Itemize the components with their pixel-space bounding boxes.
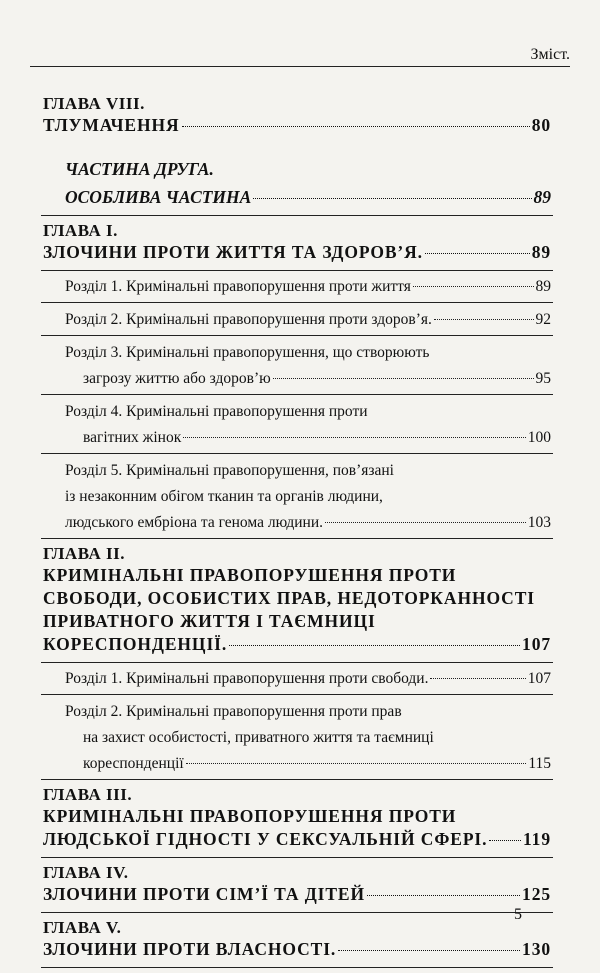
section-title-cont: загрозу життю або здоров’ю (83, 370, 271, 387)
chapter-8-title: ТЛУМАЧЕННЯ (43, 115, 180, 135)
section-title-cont: на захист особистості, приватного життя та таємниці (83, 729, 434, 746)
dot-leader (338, 950, 520, 951)
section-rule (41, 779, 553, 780)
chapter-5-page: 130 (522, 939, 551, 959)
ch1-section-1[interactable] (43, 276, 551, 298)
dot-leader (425, 253, 530, 254)
part-2-page: 89 (533, 187, 551, 207)
section-title: Розділ 2. Кримінальні правопорушення проти здоров’я. (65, 311, 432, 328)
section-title: Розділ 2. Кримінальні правопорушення проти прав (65, 703, 402, 720)
chapter-2-title-l4: КОРЕСПОНДЕНЦІЇ. (43, 634, 228, 654)
dot-leader (413, 286, 534, 287)
part-2-entry[interactable] (43, 185, 551, 209)
dot-leader (253, 198, 531, 199)
section-page: 100 (527, 429, 551, 446)
dot-leader (367, 895, 520, 896)
chapter-2-title-l1: КРИМІНАЛЬНІ ПРАВОПОРУШЕННЯ ПРОТИ (43, 565, 457, 585)
section-rule (41, 538, 553, 539)
section-title-cont: із незаконним обігом тканин та органів людини, (65, 488, 383, 505)
section-title: Розділ 5. Кримінальні правопорушення, пов’язані (65, 462, 394, 479)
chapter-1-page: 89 (531, 242, 551, 262)
section-title-cont: кореспонденції (83, 755, 184, 772)
dot-leader (325, 522, 526, 523)
section-page: 103 (527, 514, 551, 531)
section-title-cont: людського ембріона та генома людини. (65, 514, 324, 531)
chapter-8-label: ГЛАВА VIII. (43, 94, 145, 113)
ch1-section-3[interactable] (43, 342, 551, 390)
chapter-2-page: 107 (522, 634, 551, 654)
section-rule (41, 857, 553, 858)
chapter-8-page: 80 (531, 115, 551, 135)
section-title: Розділ 1. Кримінальні правопорушення проти свободи. (65, 670, 429, 687)
section-rule (41, 694, 553, 695)
section-rule (41, 215, 553, 216)
ch1-section-5[interactable] (43, 460, 551, 534)
section-page: 95 (535, 370, 551, 387)
chapter-2-title-l3: ПРИВАТНОГО ЖИТТЯ І ТАЄМНИЦІ (43, 611, 376, 631)
chapter-1-entry[interactable] (43, 241, 551, 264)
dot-leader (186, 763, 527, 764)
chapter-2-title-l2: СВОБОДИ, ОСОБИСТИХ ПРАВ, НЕДОТОРКАННОСТІ (43, 588, 536, 608)
part-2-line1: ЧАСТИНА ДРУГА. (65, 159, 214, 179)
part-2-title: ОСОБЛИВА ЧАСТИНА (65, 187, 252, 207)
section-rule (41, 912, 553, 913)
section-page: 115 (528, 755, 551, 772)
section-rule (41, 662, 553, 663)
section-rule (41, 270, 553, 271)
dot-leader (489, 840, 521, 841)
section-title: Розділ 4. Кримінальні правопорушення проти (65, 403, 368, 420)
section-page: 92 (535, 311, 551, 328)
dot-leader (273, 378, 534, 379)
chapter-8-entry[interactable] (43, 114, 551, 137)
ch1-section-2[interactable] (43, 309, 551, 331)
chapter-1-label: ГЛАВА І. (43, 221, 118, 240)
section-rule (41, 302, 553, 303)
chapter-4-title: ЗЛОЧИНИ ПРОТИ СІМ’Ї ТА ДІТЕЙ (43, 884, 366, 904)
section-page: 89 (535, 278, 551, 295)
ch2-section-1[interactable] (43, 668, 551, 690)
section-rule (41, 394, 553, 395)
section-title: Розділ 3. Кримінальні правопорушення, що створюють (65, 344, 430, 361)
section-rule (41, 967, 553, 968)
chapter-3-page: 119 (523, 829, 551, 849)
chapter-3-entry[interactable] (43, 828, 551, 851)
chapter-3-label: ГЛАВА ІІІ. (43, 785, 133, 804)
chapter-1-title: ЗЛОЧИНИ ПРОТИ ЖИТТЯ ТА ЗДОРОВ’Я. (43, 242, 423, 262)
chapter-5-label: ГЛАВА V. (43, 918, 122, 937)
chapter-2-label: ГЛАВА ІІ. (43, 544, 125, 563)
dot-leader (183, 437, 526, 438)
chapter-5-entry[interactable] (43, 938, 551, 961)
dot-leader (434, 319, 534, 320)
header-rule (30, 66, 570, 67)
chapter-4-label: ГЛАВА IV. (43, 863, 129, 882)
section-title: Розділ 1. Кримінальні правопорушення проти життя (65, 278, 411, 295)
table-of-contents (43, 90, 551, 973)
dot-leader (430, 678, 525, 679)
dot-leader (229, 645, 520, 646)
ch2-section-2[interactable] (43, 701, 551, 775)
section-rule (41, 453, 553, 454)
section-page: 107 (527, 670, 551, 687)
dot-leader (182, 126, 530, 127)
ch1-section-4[interactable] (43, 401, 551, 449)
chapter-4-page: 125 (522, 884, 551, 904)
chapter-3-title-l1: КРИМІНАЛЬНІ ПРАВОПОРУШЕННЯ ПРОТИ (43, 806, 457, 826)
chapter-3-title-l2: ЛЮДСЬКОЇ ГІДНОСТІ У СЕКСУАЛЬНІЙ СФЕРІ. (43, 829, 488, 849)
chapter-2-entry[interactable] (43, 633, 551, 656)
section-rule (41, 335, 553, 336)
chapter-4-entry[interactable] (43, 883, 551, 906)
page-number: 5 (514, 906, 522, 923)
section-title-cont: вагітних жінок (83, 429, 182, 446)
chapter-5-title: ЗЛОЧИНИ ПРОТИ ВЛАСНОСТІ. (43, 939, 337, 959)
running-header: Зміст. (530, 46, 570, 63)
